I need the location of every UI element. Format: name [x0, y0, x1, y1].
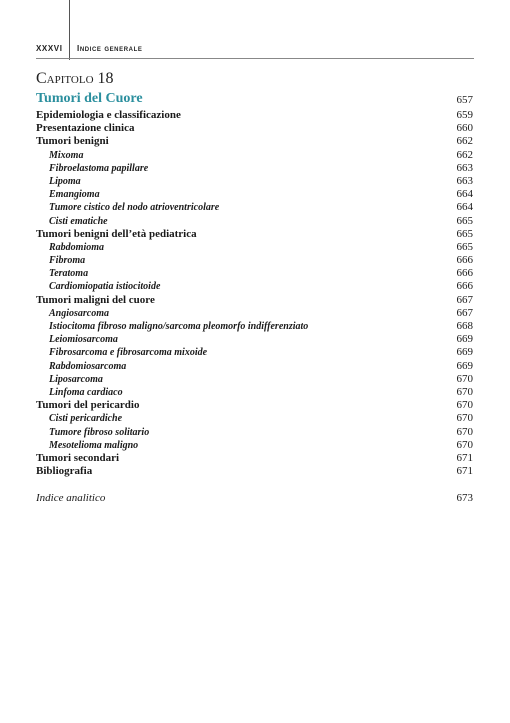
- toc-entry-label: Cardiomiopatia istiocitoide: [49, 281, 161, 293]
- toc-subsection-entry[interactable]: [36, 412, 473, 425]
- toc-entry-page: 671: [456, 451, 473, 464]
- toc-subsection-entry[interactable]: [36, 254, 473, 267]
- toc-section-entry[interactable]: [36, 109, 473, 122]
- toc-entry-page: 666: [456, 280, 473, 293]
- toc-entry-label: Linfoma cardiaco: [49, 386, 123, 398]
- toc-subsection-entry[interactable]: [36, 241, 473, 254]
- toc-entry-page: 665: [456, 227, 473, 240]
- toc-entry-label: Teratoma: [49, 268, 89, 280]
- toc-entry-page: 671: [456, 465, 473, 478]
- toc-entry-label: Emangioma: [49, 189, 100, 201]
- toc-section-entry[interactable]: [36, 399, 473, 412]
- toc-subsection-entry[interactable]: [36, 149, 473, 162]
- toc-entry-page: 664: [456, 201, 473, 214]
- toc-entry-label: Tumore cistico del nodo atrioventricolare: [49, 202, 220, 214]
- toc-entry-label: Tumori secondari: [36, 451, 120, 464]
- toc-entry-page: 665: [456, 240, 473, 253]
- header-horizontal-rule: [36, 58, 474, 59]
- header-vertical-rule: [69, 0, 70, 60]
- toc-entry-page: 663: [456, 161, 473, 174]
- toc-entry-page: 666: [456, 254, 473, 267]
- toc-entry-page: 670: [456, 438, 473, 451]
- toc-entry-page: 659: [456, 109, 473, 121]
- toc-entry-label: Tumori maligni del cuore: [36, 293, 155, 306]
- toc-entry-label: Epidemiologia e classificazione: [36, 109, 181, 121]
- toc-subsection-entry[interactable]: [36, 307, 473, 320]
- toc-entry-label: Istiocitoma fibroso maligno/sarcoma pleomorfo indifferenziato: [49, 321, 309, 332]
- toc-entry-page: 668: [456, 320, 473, 332]
- toc-entry-page: 662: [456, 148, 473, 161]
- toc-subsection-entry[interactable]: [36, 346, 473, 359]
- toc-section-entry[interactable]: [36, 294, 473, 307]
- toc-entry-label: Tumori benigni dell’età pediatrica: [36, 227, 197, 240]
- toc-section-entry[interactable]: [36, 228, 473, 241]
- toc-subsection-entry[interactable]: [36, 162, 473, 175]
- index-entry-label: Indice analitico: [36, 492, 106, 505]
- toc-subsection-entry[interactable]: [36, 426, 473, 439]
- toc-subsection-entry[interactable]: [36, 333, 473, 346]
- toc-entry-label: Leiomiosarcoma: [49, 334, 118, 346]
- toc-entry-label: Tumori del pericardio: [36, 399, 140, 412]
- toc-entry-page: 669: [456, 346, 473, 359]
- toc-subsection-entry[interactable]: [36, 373, 473, 386]
- chapter-title: Tumori del Cuore: [36, 91, 143, 106]
- toc-subsection-entry[interactable]: [36, 320, 473, 333]
- toc-entry-label: Fibrosarcoma e fibrosarcoma mixoide: [49, 347, 208, 359]
- toc-subsection-entry[interactable]: [36, 267, 473, 280]
- toc-entry-label: Mesotelioma maligno: [49, 439, 139, 451]
- toc-entry-label: Lipoma: [49, 175, 81, 187]
- toc-entry-page: 666: [456, 267, 473, 280]
- toc-entry-page: 670: [456, 372, 473, 385]
- toc-entry-page: 667: [456, 293, 473, 306]
- header-title: Indice generale: [77, 44, 143, 53]
- toc-entry-page: 664: [456, 188, 473, 201]
- toc-entry-label: Fibroelastoma papillare: [49, 162, 149, 174]
- toc-entry-page: 669: [456, 333, 473, 346]
- toc-entry-label: Tumori benigni: [36, 135, 109, 148]
- toc-subsection-entry[interactable]: [36, 439, 473, 452]
- toc-entry-label: Liposarcoma: [49, 373, 103, 385]
- toc-entry-label: Rabdomioma: [49, 241, 105, 253]
- toc-entry-page: 670: [456, 425, 473, 438]
- toc-index-entry[interactable]: [36, 492, 473, 505]
- toc-entry-page: 669: [456, 359, 473, 372]
- chapter-title-row[interactable]: [36, 91, 473, 109]
- table-of-contents: [36, 109, 473, 505]
- toc-subsection-entry[interactable]: [36, 188, 473, 201]
- toc-subsection-entry[interactable]: [36, 386, 473, 399]
- toc-section-entry[interactable]: [36, 135, 473, 148]
- toc-section-entry[interactable]: [36, 465, 473, 478]
- toc-section-entry[interactable]: [36, 122, 473, 135]
- toc-entry-page: 667: [456, 306, 473, 319]
- toc-entry-label: Tumore fibroso solitario: [49, 426, 150, 438]
- toc-entry-page: 665: [456, 214, 473, 227]
- chapter-label: Capitolo 18: [36, 70, 114, 87]
- chapter-page-number: 657: [456, 94, 473, 106]
- toc-entry-label: Mixoma: [49, 149, 84, 161]
- header-page-number: XXXVI: [36, 44, 63, 53]
- toc-entry-page: 662: [456, 135, 473, 148]
- toc-subsection-entry[interactable]: [36, 360, 473, 373]
- toc-entry-label: Bibliografia: [36, 465, 93, 478]
- toc-subsection-entry[interactable]: [36, 215, 473, 228]
- toc-subsection-entry[interactable]: [36, 280, 473, 293]
- toc-subsection-entry[interactable]: [36, 201, 473, 214]
- toc-entry-label: Angiosarcoma: [49, 307, 110, 319]
- toc-entry-label: Rabdomiosarcoma: [49, 360, 127, 372]
- toc-spacer: [36, 478, 473, 492]
- toc-entry-label: Cisti ematiche: [49, 215, 108, 227]
- toc-entry-page: 660: [456, 122, 473, 135]
- toc-entry-page: 670: [456, 399, 473, 412]
- toc-entry-page: 670: [456, 385, 473, 398]
- toc-entry-page: 663: [456, 174, 473, 187]
- toc-entry-label: Presentazione clinica: [36, 122, 135, 135]
- toc-entry-label: Cisti pericardiche: [49, 413, 123, 425]
- toc-entry-page: 670: [456, 412, 473, 425]
- index-entry-page: 673: [456, 492, 473, 505]
- toc-subsection-entry[interactable]: [36, 175, 473, 188]
- toc-section-entry[interactable]: [36, 452, 473, 465]
- toc-entry-label: Fibroma: [49, 255, 86, 267]
